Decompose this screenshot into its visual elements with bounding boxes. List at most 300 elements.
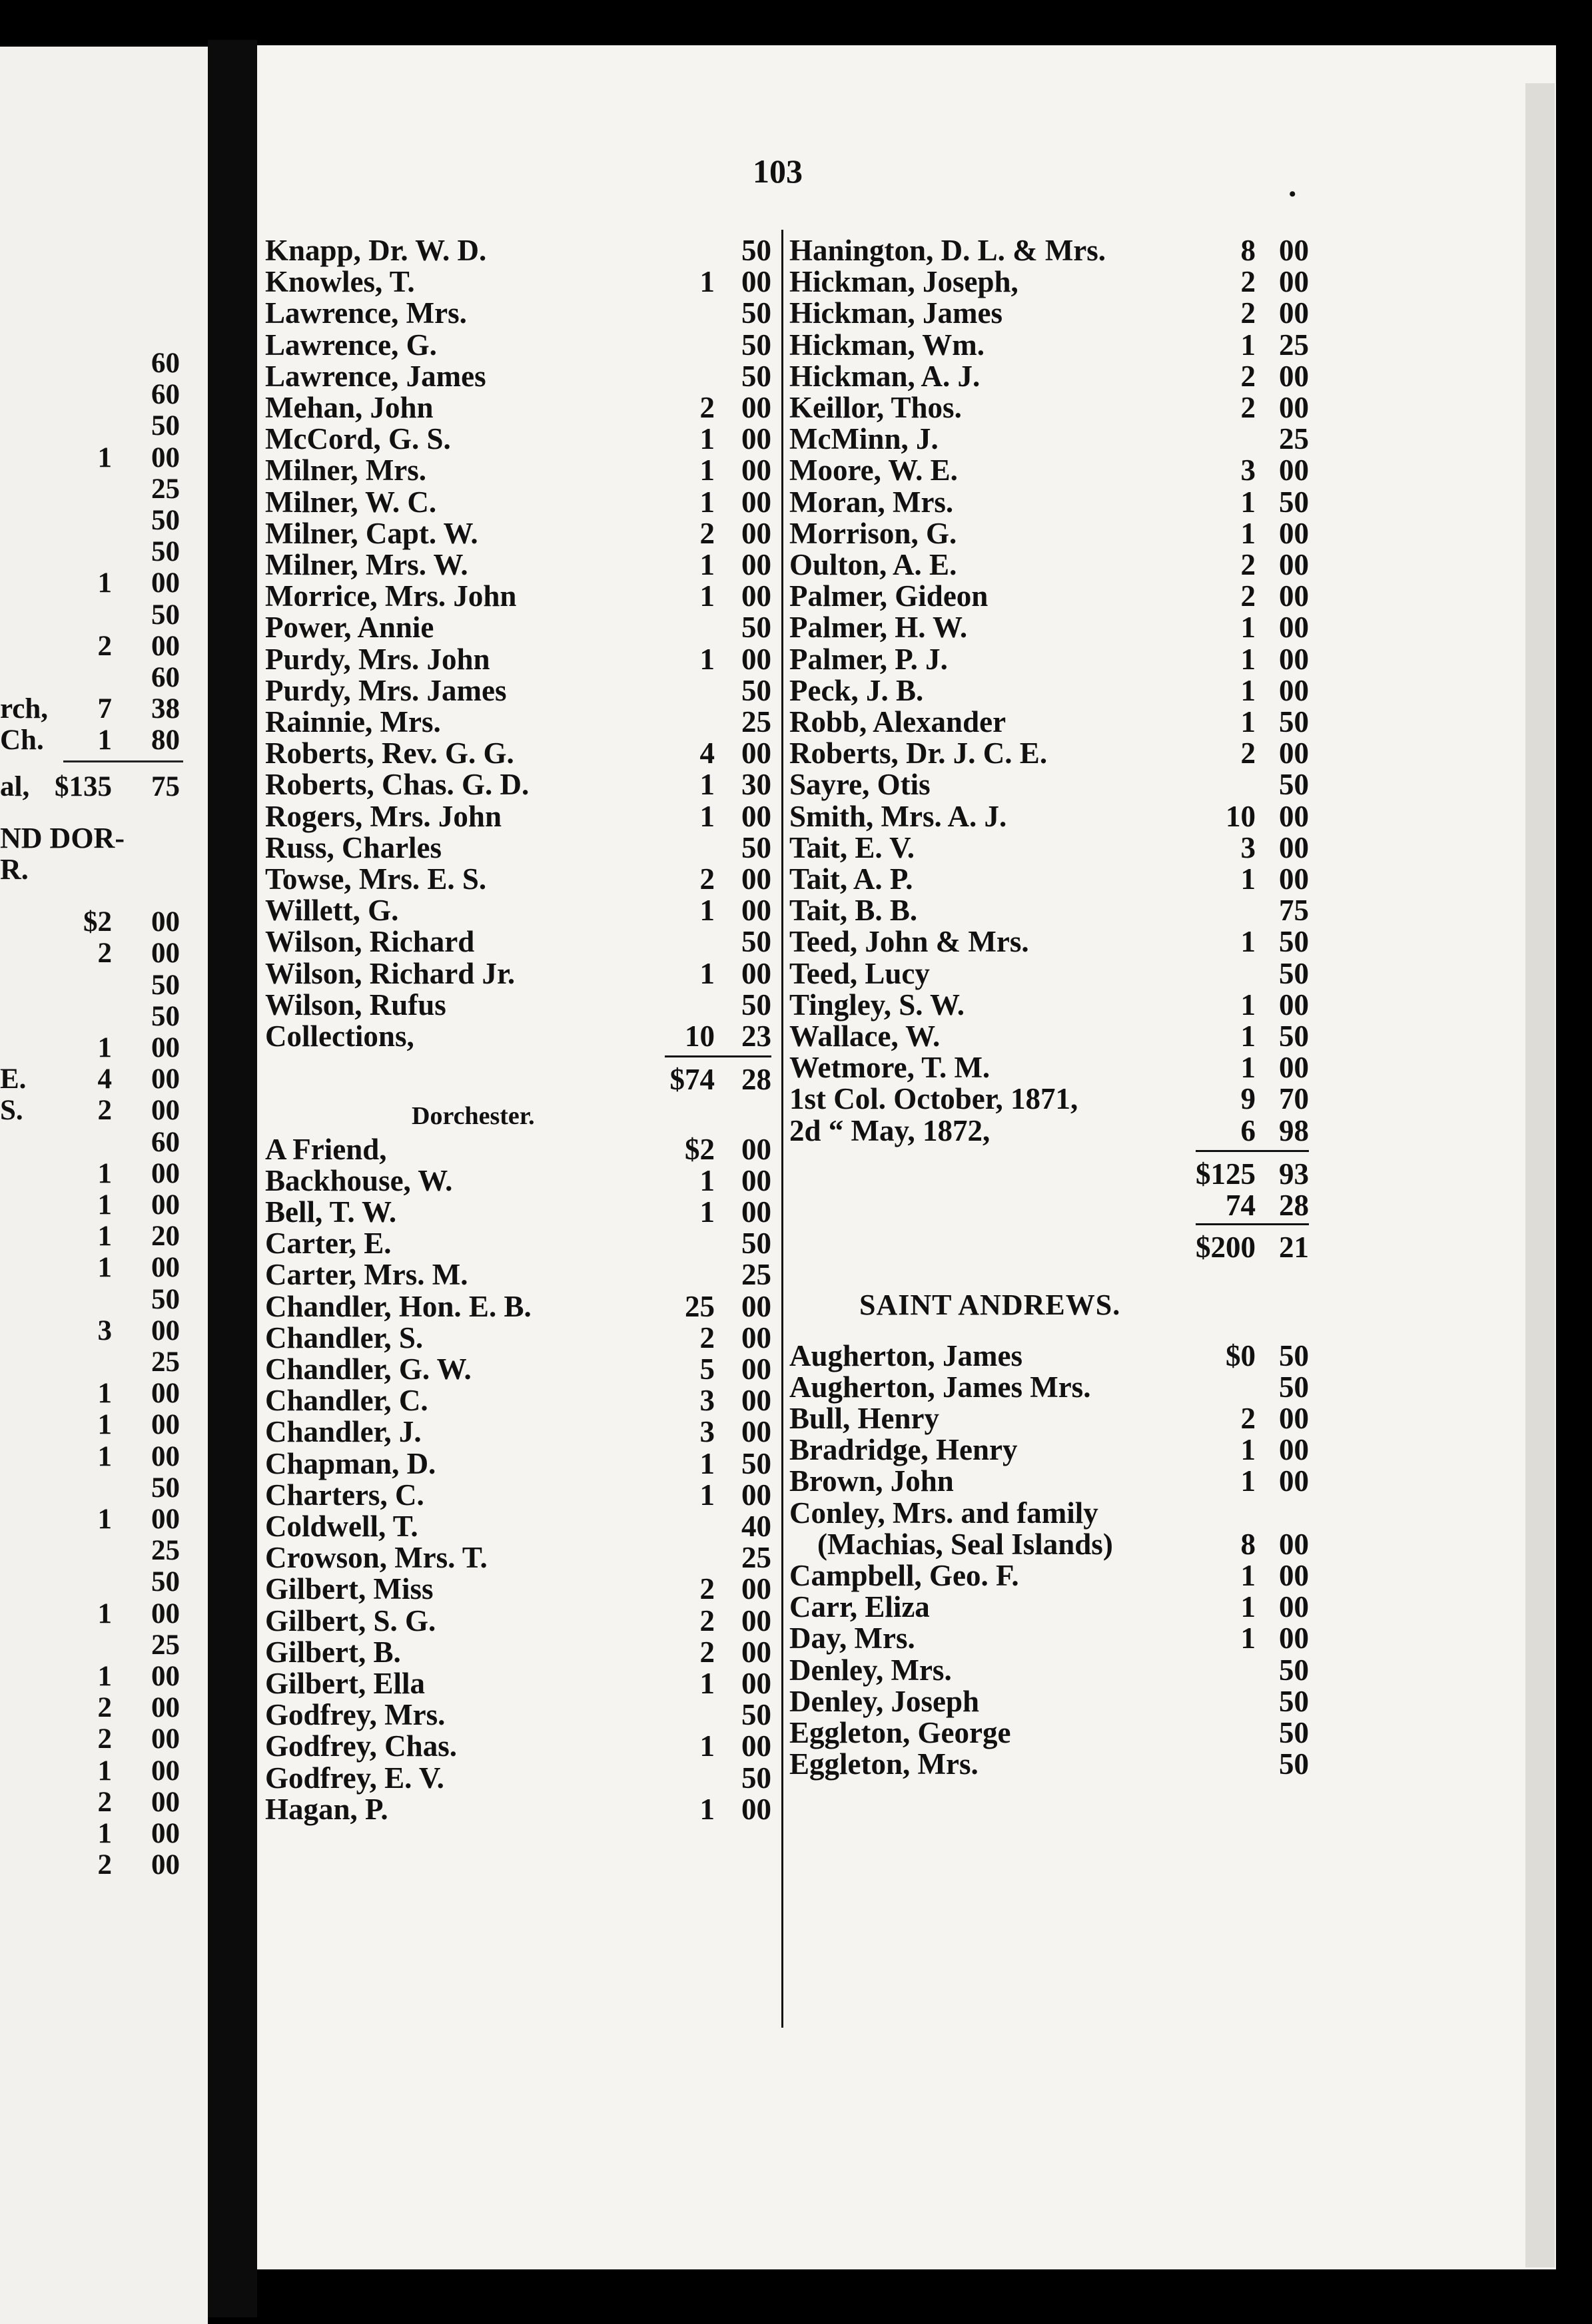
- entry-name: Purdy, Mrs. James: [265, 673, 507, 707]
- list-item: [789, 1338, 1309, 1373]
- entry-dollars: 1: [699, 642, 715, 676]
- entry-dollars: 2: [1240, 265, 1256, 299]
- list-item: [265, 296, 771, 330]
- list-item: [265, 453, 771, 487]
- entry-dollars: 2: [699, 1572, 715, 1606]
- entry-dollars: 1: [699, 894, 715, 928]
- entry-name: Hickman, Joseph,: [789, 265, 1018, 299]
- entry-name: Chandler, S.: [265, 1320, 424, 1354]
- entry-name: Chandler, C.: [265, 1384, 428, 1418]
- entry-cents: 00: [741, 862, 771, 896]
- fragment-dollars: 1: [97, 1378, 112, 1410]
- fragment-cents: 50: [151, 599, 180, 631]
- entry-cents: 00: [741, 1289, 771, 1323]
- list-item: [789, 1401, 1309, 1436]
- entry-dollars: 1: [699, 768, 715, 802]
- entry-dollars: 2: [699, 1603, 715, 1637]
- entry-dollars: 1: [1240, 611, 1256, 645]
- entry-name: Rainnie, Mrs.: [265, 705, 441, 738]
- list-item: [789, 1370, 1309, 1404]
- entry-dollars: 2: [1240, 736, 1256, 770]
- entry-cents: 00: [741, 1352, 771, 1386]
- fragment-dollars: 1: [97, 1252, 112, 1284]
- entry-name: Godfrey, Chas.: [265, 1729, 457, 1763]
- fragment-row: [0, 598, 187, 633]
- fragment-cents: 60: [151, 348, 180, 379]
- entry-cents: 00: [1279, 736, 1309, 770]
- entry-name: Power, Annie: [265, 611, 434, 645]
- entry-cents: 70: [1279, 1082, 1309, 1116]
- fragment-row: [0, 936, 187, 971]
- fragment-row: [0, 1785, 187, 1820]
- list-item: [789, 1558, 1309, 1593]
- book-spine: [208, 40, 257, 2317]
- entry-dollars: 1: [1240, 516, 1256, 550]
- entry-name: Teed, John & Mrs.: [789, 925, 1029, 959]
- fragment-dollars: 1: [97, 1440, 112, 1472]
- entry-cents: 25: [1279, 422, 1309, 456]
- entry-dollars: 1: [1240, 705, 1256, 738]
- entry-dollars: 3: [699, 1415, 715, 1449]
- entry-name: Lawrence, Mrs.: [265, 296, 467, 330]
- entry-name: Palmer, Gideon: [789, 579, 989, 613]
- fragment-dollars: 2: [97, 630, 112, 662]
- entry-cents: 25: [1279, 328, 1309, 362]
- fragment-row: [0, 1188, 187, 1223]
- entry-name: Milner, Mrs.: [265, 453, 427, 487]
- list-item: [265, 1320, 771, 1355]
- entry-name: A Friend,: [265, 1132, 387, 1166]
- fragment-heading-line1: ND DOR-: [0, 821, 125, 854]
- entry-dollars: 1: [1240, 642, 1256, 676]
- entry-name: Tait, E. V.: [789, 830, 915, 864]
- list-item: [789, 1747, 1309, 1781]
- entry-name: Purdy, Mrs. John: [265, 642, 490, 676]
- entry-dollars: 9: [1240, 1082, 1256, 1116]
- entry-cents: 00: [741, 516, 771, 550]
- entry-cents: 98: [1279, 1113, 1309, 1147]
- entry-dollars: $125: [1196, 1157, 1256, 1191]
- fragment-row: [0, 1848, 187, 1883]
- fragment-cents: 00: [151, 1755, 180, 1787]
- fragment-cents: 00: [151, 1157, 180, 1189]
- entry-dollars: 2: [1240, 548, 1256, 581]
- list-item: [265, 1446, 771, 1481]
- fragment-row: [0, 472, 187, 507]
- fragment-dollars: 1: [97, 1032, 112, 1063]
- entry-dollars: $74: [669, 1063, 715, 1097]
- fragment-row: [0, 1565, 187, 1599]
- list-item: [265, 862, 771, 896]
- entry-cents: 00: [741, 1667, 771, 1700]
- fragment-heading-line2: R.: [0, 853, 29, 886]
- entry-name: Moore, W. E.: [789, 453, 958, 487]
- entry-name: Lawrence, G.: [265, 328, 437, 362]
- list-item: [265, 1289, 771, 1324]
- fragment-dollars: 1: [97, 1818, 112, 1849]
- fragment-dollars: 2: [97, 1786, 112, 1818]
- list-item: [265, 422, 771, 456]
- fragment-dollars: 1: [97, 725, 112, 756]
- entry-dollars: 1: [699, 548, 715, 581]
- entry-dollars: 1: [1240, 925, 1256, 959]
- entry-name: Russ, Charles: [265, 830, 442, 864]
- fragment-name: E.: [0, 1063, 27, 1095]
- fragment-cents: 00: [151, 938, 180, 970]
- entry-cents: 28: [1279, 1189, 1309, 1222]
- list-item: [265, 1603, 771, 1638]
- fragment-cents: 00: [151, 1440, 180, 1472]
- list-item: [789, 1684, 1309, 1719]
- entry-name: Hagan, P.: [265, 1792, 388, 1826]
- fragment-row: [0, 1251, 187, 1285]
- entry-dollars: 2: [699, 862, 715, 896]
- list-item: [789, 1527, 1309, 1562]
- list-item: [789, 705, 1309, 739]
- entry-cents: 00: [1279, 799, 1309, 833]
- list-item: [789, 1113, 1309, 1148]
- entry-dollars: 2: [699, 1320, 715, 1354]
- entry-cents: 50: [1279, 768, 1309, 802]
- entry-cents: 00: [741, 1195, 771, 1229]
- fragment-cents: 50: [151, 969, 180, 1001]
- entry-name: Bell, T. W.: [265, 1195, 397, 1229]
- entry-dollars: 5: [699, 1352, 715, 1386]
- fragment-cents: 00: [151, 1378, 180, 1410]
- entry-dollars: 1: [699, 1667, 715, 1700]
- list-item: [789, 296, 1309, 330]
- entry-cents: 00: [741, 1478, 771, 1512]
- list-item: [789, 1590, 1309, 1624]
- entry-name: Carter, Mrs. M.: [265, 1258, 468, 1292]
- entry-name: Oulton, A. E.: [789, 548, 957, 581]
- fragment-dollars: 1: [97, 1755, 112, 1787]
- entry-name: Smith, Mrs. A. J.: [789, 799, 1007, 833]
- fragment-row: [0, 1062, 187, 1097]
- fragment-dollars: 1: [97, 1409, 112, 1441]
- list-item: [265, 1572, 771, 1606]
- fragment-rule: [63, 760, 183, 762]
- list-item: [265, 705, 771, 739]
- entry-cents: 50: [1279, 705, 1309, 738]
- entry-dollars: 1: [699, 453, 715, 487]
- entry-name: Day, Mrs.: [789, 1621, 915, 1655]
- entry-dollars: 25: [685, 1289, 715, 1323]
- entry-cents: 50: [741, 359, 771, 393]
- fragment-dollars: 1: [97, 1661, 112, 1692]
- entry-cents: 00: [741, 579, 771, 613]
- entry-dollars: $0: [1226, 1338, 1256, 1372]
- fragment-cents: 50: [151, 1566, 180, 1598]
- entry-cents: 25: [741, 1258, 771, 1292]
- fragment-dollars: 2: [97, 1723, 112, 1755]
- list-item: [789, 1019, 1309, 1053]
- fragment-row: [0, 346, 187, 381]
- total-row: [265, 1062, 771, 1097]
- fragment-cents: 00: [151, 1032, 180, 1063]
- entry-cents: 21: [1279, 1231, 1309, 1265]
- entry-dollars: 1: [1240, 1559, 1256, 1592]
- entry-cents: 00: [1279, 830, 1309, 864]
- entry-dollars: $2: [685, 1132, 715, 1166]
- entry-cents: 50: [741, 1698, 771, 1732]
- entry-name: Chandler, G. W.: [265, 1352, 472, 1386]
- entry-name: Palmer, P. J.: [789, 642, 948, 676]
- entry-name: Gilbert, Ella: [265, 1667, 425, 1700]
- entry-cents: 00: [741, 1792, 771, 1826]
- entry-name: Milner, W. C.: [265, 485, 437, 519]
- fragment-row: [0, 1471, 187, 1506]
- list-item: [789, 830, 1309, 865]
- fragment-row: [0, 1031, 187, 1065]
- entry-name: Brown, John: [789, 1464, 954, 1498]
- entry-name: Peck, J. B.: [789, 673, 924, 707]
- list-item: [265, 1226, 771, 1261]
- fragment-row: [0, 1440, 187, 1474]
- fragment-cents: 25: [151, 1535, 180, 1567]
- entry-name: Lawrence, James: [265, 359, 486, 393]
- list-item: [265, 264, 771, 299]
- fragment-cents: 60: [151, 1126, 180, 1158]
- fragment-name: S.: [0, 1095, 23, 1127]
- fragment-cents: 00: [151, 630, 180, 662]
- entry-cents: 00: [1279, 1621, 1309, 1655]
- entry-cents: 00: [1279, 1527, 1309, 1561]
- entry-cents: 25: [741, 1541, 771, 1575]
- entry-cents: 00: [741, 453, 771, 487]
- fragment-cents: 00: [151, 441, 180, 473]
- sum-rule: [1196, 1223, 1309, 1225]
- list-item: [265, 516, 771, 551]
- entry-name: Gilbert, B.: [265, 1635, 401, 1669]
- entry-cents: 00: [1279, 988, 1309, 1021]
- fragment-cents: 25: [151, 473, 180, 505]
- list-item: [265, 956, 771, 991]
- page-edge: [1525, 83, 1555, 2267]
- list-item: [789, 359, 1309, 394]
- fragment-cents: 00: [151, 1692, 180, 1724]
- fragment-row: [0, 1691, 187, 1725]
- list-item: [265, 1540, 771, 1575]
- list-item: [265, 642, 771, 677]
- fragment-cents: 00: [151, 1314, 180, 1346]
- entry-name: Milner, Mrs. W.: [265, 548, 468, 581]
- fragment-cents: 00: [151, 906, 180, 938]
- fragment-cents: 00: [151, 1504, 180, 1535]
- entry-dollars: 1: [1240, 1019, 1256, 1053]
- fragment-name: Ch.: [0, 725, 44, 756]
- entry-dollars: 2: [1240, 359, 1256, 393]
- list-item: [265, 1635, 771, 1669]
- entry-dollars: 1: [1240, 328, 1256, 362]
- entry-cents: 00: [741, 956, 771, 990]
- fragment-row: [0, 1597, 187, 1631]
- entry-name: Chapman, D.: [265, 1446, 436, 1480]
- fragment-cents: 80: [151, 725, 180, 756]
- entry-name: Backhouse, W.: [265, 1163, 453, 1197]
- entry-cents: 00: [1279, 1051, 1309, 1085]
- entry-cents: 00: [1279, 611, 1309, 645]
- entry-cents: 00: [741, 1415, 771, 1449]
- entry-dollars: 6: [1240, 1113, 1256, 1147]
- entry-dollars: 1: [1240, 673, 1256, 707]
- fragment-row: [0, 1219, 187, 1254]
- fragment-row: [0, 770, 187, 804]
- entry-name: Tait, A. P.: [789, 862, 913, 896]
- entry-name: Wilson, Richard Jr.: [265, 956, 516, 990]
- grand-total-row: [789, 1230, 1309, 1265]
- fragment-dollars: 1: [97, 1504, 112, 1535]
- entry-cents: 00: [741, 1603, 771, 1637]
- entry-cents: 00: [1279, 642, 1309, 676]
- entry-cents: 00: [741, 422, 771, 456]
- entry-cents: 50: [741, 611, 771, 645]
- fragment-cents: 00: [151, 1723, 180, 1755]
- entry-cents: 50: [741, 328, 771, 362]
- list-item: [265, 767, 771, 802]
- fragment-cents: 50: [151, 1472, 180, 1504]
- list-item: [265, 673, 771, 708]
- section-heading-dorchester: Dorchester.: [412, 1102, 535, 1131]
- entry-cents: 00: [1279, 234, 1309, 267]
- fragment-row: [0, 1659, 187, 1694]
- entry-name: Teed, Lucy: [789, 956, 930, 990]
- subtotal-row: [789, 1188, 1309, 1223]
- list-item: [789, 799, 1309, 834]
- fragment-cents: 50: [151, 410, 180, 442]
- list-item: [265, 1019, 771, 1053]
- entry-name: (Machias, Seal Islands): [817, 1527, 1113, 1561]
- entry-name: Moran, Mrs.: [789, 485, 954, 519]
- list-item: [265, 1383, 771, 1418]
- entry-name: Morrice, Mrs. John: [265, 579, 517, 613]
- entry-dollars: 1: [1240, 485, 1256, 519]
- entry-cents: 00: [1279, 673, 1309, 707]
- list-item: [789, 1464, 1309, 1498]
- list-item: [789, 264, 1309, 299]
- entry-cents: 00: [741, 1132, 771, 1166]
- entry-name: Eggleton, Mrs.: [789, 1747, 979, 1781]
- entry-name: Hickman, James: [789, 296, 1002, 330]
- entry-name: Knapp, Dr. W. D.: [265, 234, 487, 267]
- entry-cents: 00: [1279, 1559, 1309, 1592]
- list-item: [265, 1414, 771, 1449]
- entry-dollars: 8: [1240, 1527, 1256, 1561]
- list-item: [265, 1352, 771, 1386]
- fragment-cents: 00: [151, 1598, 180, 1629]
- entry-name: Roberts, Rev. G. G.: [265, 736, 514, 770]
- fragment-dollars: 7: [97, 693, 112, 725]
- fragment-dollars: 2: [97, 1692, 112, 1724]
- entry-name: Chandler, Hon. E. B.: [265, 1289, 532, 1323]
- entry-cents: 00: [741, 1729, 771, 1763]
- entry-cents: 00: [741, 642, 771, 676]
- entry-name: Coldwell, T.: [265, 1510, 418, 1543]
- entry-cents: 00: [1279, 548, 1309, 581]
- entry-dollars: 2: [1240, 1402, 1256, 1435]
- fragment-row: [0, 535, 187, 569]
- entry-dollars: 10: [1226, 799, 1256, 833]
- fragment-row: [0, 1283, 187, 1317]
- entry-dollars: 1: [699, 1195, 715, 1229]
- list-item: [265, 924, 771, 959]
- list-item: [789, 453, 1309, 487]
- entry-dollars: 1: [1240, 1051, 1256, 1085]
- entry-dollars: 1: [699, 422, 715, 456]
- entry-cents: 50: [1279, 1338, 1309, 1372]
- list-item: [265, 1729, 771, 1763]
- fragment-dollars: 2: [97, 938, 112, 970]
- entry-name: Bull, Henry: [789, 1402, 940, 1435]
- entry-name: Morrison, G.: [789, 516, 957, 550]
- fragment-row: [0, 629, 187, 664]
- entry-cents: 00: [1279, 1402, 1309, 1435]
- fragment-cents: 50: [151, 505, 180, 536]
- entry-dollars: 1: [1240, 862, 1256, 896]
- entry-name: Carr, Eliza: [789, 1590, 930, 1624]
- fragment-row: [0, 1817, 187, 1851]
- list-item: [265, 893, 771, 928]
- sum-rule: [1196, 1150, 1309, 1152]
- fragment-row: [0, 378, 187, 412]
- entry-cents: 00: [741, 1320, 771, 1354]
- entry-cents: 00: [1279, 296, 1309, 330]
- fragment-cents: 00: [151, 567, 180, 599]
- entry-dollars: 3: [1240, 830, 1256, 864]
- entry-name: Willett, G.: [265, 894, 399, 928]
- entry-name: Chandler, J.: [265, 1415, 422, 1449]
- list-item: [789, 1621, 1309, 1655]
- entry-name: Wallace, W.: [789, 1019, 941, 1053]
- fragment-row: [0, 723, 187, 758]
- entry-name: Denley, Joseph: [789, 1684, 980, 1718]
- entry-name: Tingley, S. W.: [789, 988, 965, 1021]
- entry-cents: 50: [1279, 1019, 1309, 1053]
- list-item: [265, 1792, 771, 1827]
- fragment-cents: 00: [151, 1409, 180, 1441]
- entry-dollars: 2: [699, 1635, 715, 1669]
- fragment-row: [0, 1722, 187, 1757]
- entry-dollars: 1: [1240, 988, 1256, 1021]
- list-item: [265, 1761, 771, 1795]
- list-item: [265, 830, 771, 865]
- fragment-name: rch,: [0, 693, 49, 725]
- fragment-cents: 38: [151, 693, 180, 725]
- list-item: [789, 862, 1309, 896]
- fragment-cents: 00: [151, 1189, 180, 1221]
- list-item: [789, 673, 1309, 708]
- entry-cents: 00: [741, 485, 771, 519]
- fragment-cents: 60: [151, 379, 180, 411]
- fragment-row: [0, 566, 187, 601]
- list-item: [265, 1478, 771, 1512]
- fragment-row: [0, 1000, 187, 1034]
- entry-dollars: 8: [1240, 234, 1256, 267]
- entry-cents: 50: [741, 830, 771, 864]
- fragment-dollars: 1: [97, 567, 112, 599]
- entry-name: Bradridge, Henry: [789, 1433, 1018, 1467]
- entry-name: Conley, Mrs. and family: [789, 1496, 1098, 1530]
- fragment-row: [0, 968, 187, 1003]
- list-item: [265, 328, 771, 362]
- list-item: [789, 767, 1309, 802]
- entry-name: Roberts, Dr. J. C. E.: [789, 736, 1048, 770]
- fragment-cents: 25: [151, 1346, 180, 1378]
- entry-name: Augherton, James Mrs.: [789, 1370, 1091, 1404]
- entry-dollars: 1: [1240, 1621, 1256, 1655]
- entry-cents: 00: [741, 799, 771, 833]
- entry-dollars: 4: [699, 736, 715, 770]
